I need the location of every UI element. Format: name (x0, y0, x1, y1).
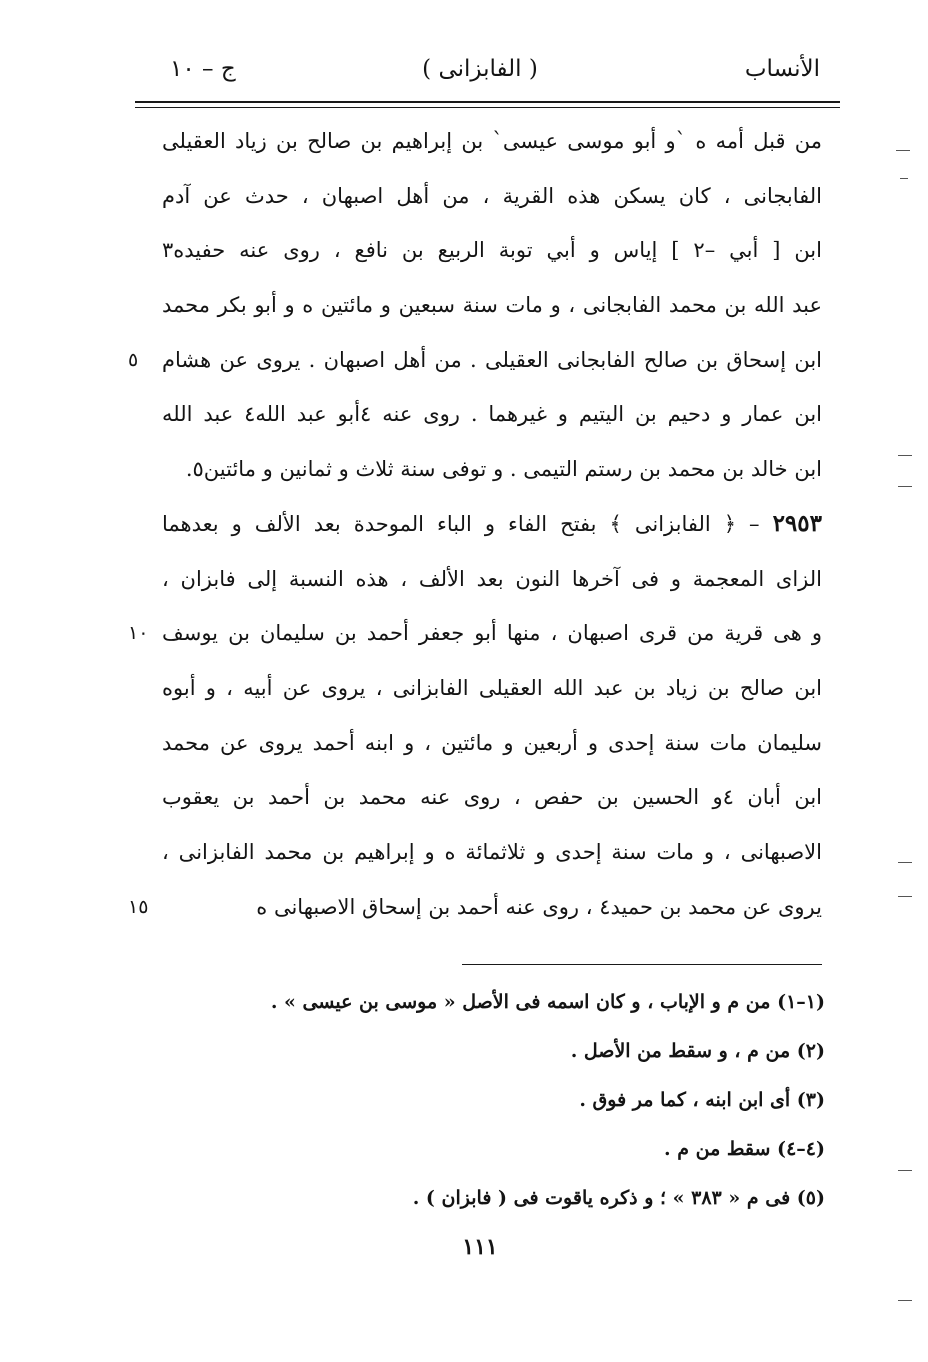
header-rule-thin (135, 107, 840, 108)
margin-mark (898, 1300, 912, 1301)
margin-mark (896, 150, 910, 151)
volume-label: ج – ١٠ (170, 56, 236, 82)
book-title: الأنساب (744, 56, 820, 82)
margin-mark (898, 896, 912, 897)
text-line: ابن خالد بن محمد بن رستم التيمى . و توفى سنة ثلاث و ثمانين و مائتين٥. (185, 457, 822, 482)
text-line: ٢٩٥٣ – ﴿ الفابزانى ﴾ بفتح الفاء و الباء الموحدة بعد الألف و بعدهما (162, 509, 822, 537)
page-number: ١١١ (462, 1234, 498, 1260)
line-number: ٥ (128, 348, 139, 371)
text-line: من قبل أمه ه `و أبو موسى عيسى` بن إبراهيم بن صالح بن زياد العقيلى (162, 129, 822, 153)
margin-mark (898, 486, 912, 487)
footnote: (١–١) من م و الإباب ، و كان اسمه فى الأصل « موسى بن عيسى » . (270, 991, 825, 1013)
footnote: (٤–٤) سقط من م . (664, 1138, 825, 1160)
text-line: ابن [ أبي –٢ ] إياس و أبي توبة الربيع بن نافع ، روى عنه حفيده٣ (162, 238, 822, 263)
footnote: (٢) من م ، و سقط من الأصل . (570, 1040, 825, 1062)
text-line: يروى عن محمد بن حميد٤ ، روى عنه أحمد بن إسحاق الاصبهانى ه (256, 894, 822, 919)
text-line: ابن صالح بن زياد بن عبد الله العقيلى الفابزانى ، يروى عن أبيه ، و أبوه (162, 675, 822, 700)
line-number: ١٠ (128, 622, 149, 645)
text-line: سليمان مات سنة إحدى و أربعين و مائتين ، و ابنه أحمد يروى عن محمد (162, 730, 822, 755)
text-line: الزاى المعجمة و فى آخرها النون بعد الألف ، هذه النسبة إلى فابزان ، (162, 566, 822, 591)
text-line: ابن عمار و دحيم بن اليتيم و غيرهما . روى عنه ٤أبو عبد الله٤ عبد الله (162, 402, 822, 427)
margin-mark (900, 178, 908, 179)
text-line: الفابجانى ، كان يسكن هذه القرية ، من أهل اصبهان ، حدث عن آدم (162, 183, 822, 208)
margin-mark (898, 1170, 912, 1171)
text-line: عبد الله بن محمد الفابجانى ، و مات سنة سبعين و مائتين ه و أبو بكر محمد (162, 293, 822, 318)
footnote: (٥) فى م « ٣٨٣ » ؛ و ذكره ياقوت فى ( فابزان ) . (412, 1187, 825, 1209)
margin-mark (898, 862, 912, 863)
footnotes (270, 978, 825, 1223)
entry-number: ٢٩٥٣ (772, 509, 822, 537)
page-header (140, 52, 820, 92)
text-line: و هى قرية من قرى اصبهان ، منها أبو جعفر أحمد بن سليمان بن يوسف (162, 621, 822, 646)
main-text (162, 114, 822, 934)
footnote: (٣) أى ابن ابنه ، كما مر فوق . (579, 1089, 825, 1111)
text-line: ابن أبان ٤و الحسين بن حفص ، روى عنه محمد بن أحمد بن يعقوب (162, 785, 822, 810)
line-number: ١٥ (128, 895, 149, 918)
footnote-rule (462, 964, 822, 965)
text-line: الاصبهانى ، و مات سنة إحدى و ثلاثمائة ه و إبراهيم بن محمد الفابزانى ، (162, 839, 822, 864)
header-rule-thick (135, 101, 840, 103)
text-line: ابن إسحاق بن صالح الفابجانى العقيلى . من أهل اصبهان . يروى عن هشام (162, 347, 822, 372)
entry-title: ( الفابزانى ) (422, 56, 538, 82)
margin-mark (898, 455, 912, 456)
